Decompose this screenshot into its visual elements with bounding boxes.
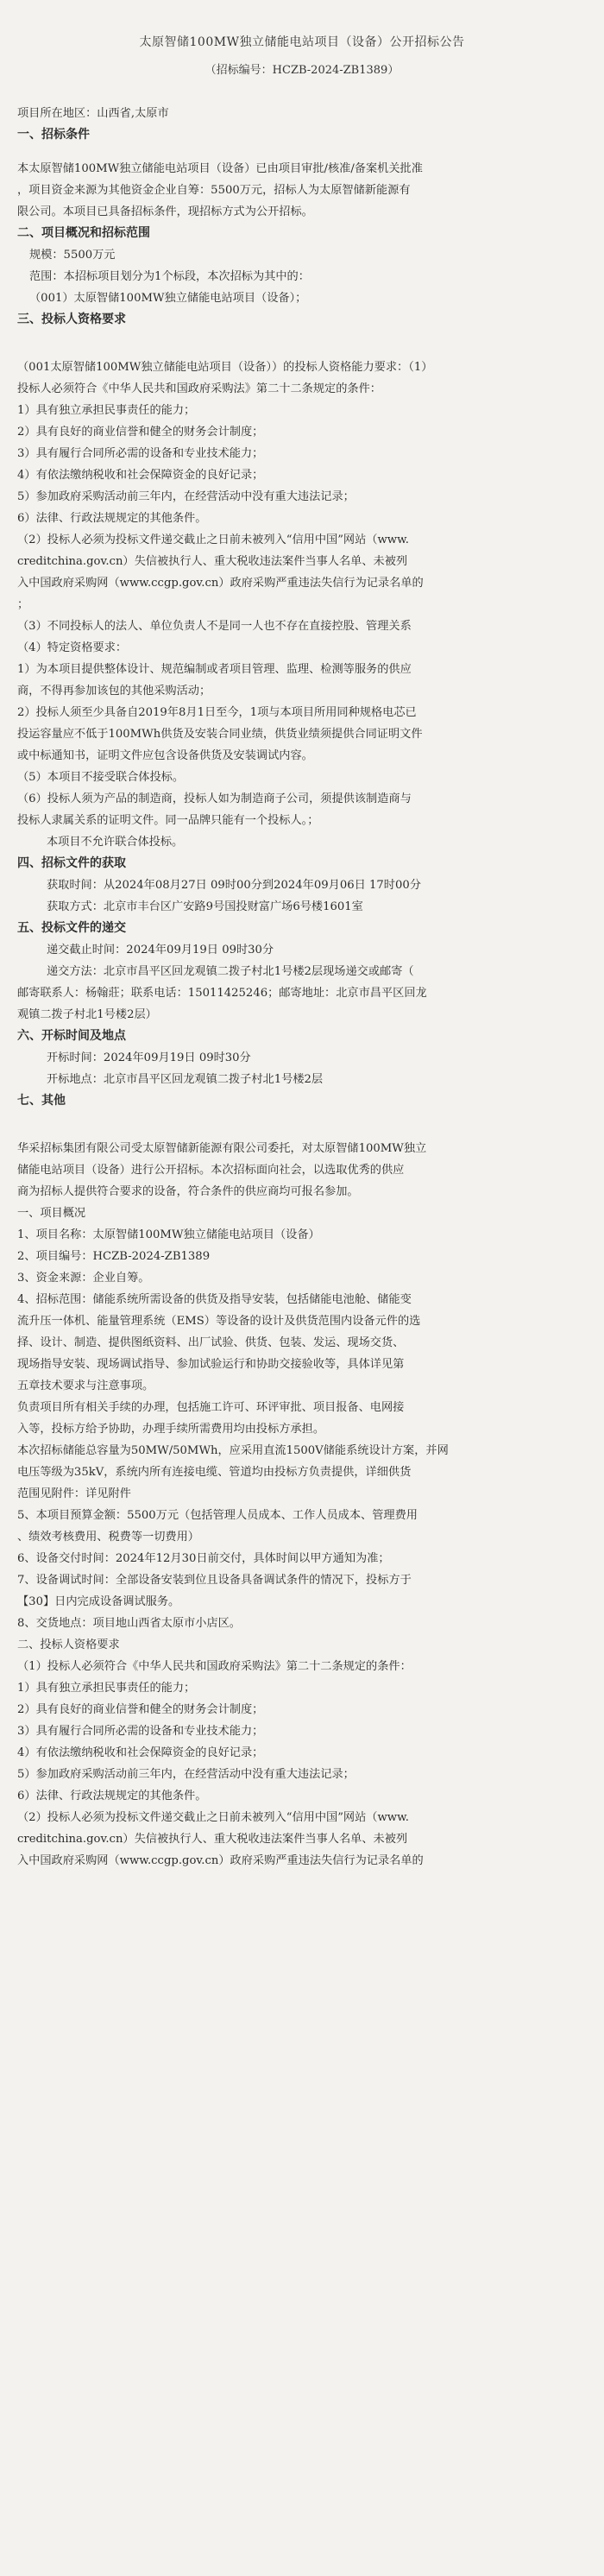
paragraph-line: 本太原智储100MW独立储能电站项目（设备）已由项目审批/核准/备案机关批准 [17,162,423,175]
section-heading: 三、投标人资格要求 [17,313,126,326]
page-title: 太原智储100MW独立储能电站项目（设备）公开招标公告 [139,35,465,49]
sub-heading: 二、投标人资格要求 [17,1638,120,1651]
list-item: 五章技术要求与注意事项。 [17,1380,154,1392]
paragraph-line: 投标人必须符合《中华人民共和国政府采购法》第二十二条规定的条件： [17,382,381,395]
list-item: 5、本项目预算金额：5500万元（包括管理人员成本、工作人员成本、管理费用 [17,1509,418,1522]
section-heading: 二、项目概况和招标范围 [17,226,150,240]
paragraph-line: 5）参加政府采购活动前三年内，在经营活动中没有重大违法记录； [17,1768,355,1781]
section-heading: 七、其他 [17,1094,66,1108]
paragraph-line: （001太原智储100MW独立储能电站项目（设备））的投标人资格能力要求：（1） [17,361,433,374]
paragraph-line: 限公司。本项目已具备招标条件，现招标方式为公开招标。 [17,205,313,218]
paragraph-line: （5）本项目不接受联合体投标。 [17,771,185,784]
paragraph-line: （4）特定资格要求： [17,641,128,654]
paragraph-line: 3）具有履行合同所必需的设备和专业技术能力； [17,447,264,460]
opening-place: 开标地点：北京市昌平区回龙观镇二拨子村北1号楼2层 [47,1073,324,1086]
paragraph-line: 4）有依法缴纳税收和社会保障资金的良好记录； [17,469,264,482]
paragraph-line: 2）具有良好的商业信誉和健全的财务会计制度； [17,1703,264,1716]
paragraph-line: 商，不得再参加该包的其他采购活动； [17,685,211,698]
paragraph-line: 6）法律、行政法规规定的其他条件。 [17,1790,207,1803]
project-location: 项目所在地区：山西省,太原市 [17,107,169,120]
paragraph-line: 商为招标人提供符合要求的设备，符合条件的供应商均可报名参加。 [17,1185,359,1198]
paragraph-line: （1）投标人必须符合《中华人民共和国政府采购法》第二十二条规定的条件： [17,1660,412,1673]
paragraph-line: 1）具有独立承担民事责任的能力； [17,404,196,417]
paragraph-line: 1）具有独立承担民事责任的能力； [17,1682,196,1695]
list-item: 范围见附件：详见附件 [17,1487,131,1500]
paragraph-line: 5）参加政府采购活动前三年内，在经营活动中没有重大违法记录； [17,490,355,503]
list-item: 负责项目所有相关手续的办理，包括施工许可、环评审批、项目报备、电网接 [17,1401,405,1414]
paragraph-line: 华采招标集团有限公司受太原智储新能源有限公司委托，对太原智储100MW独立 [17,1142,427,1155]
paragraph-line: ，项目资金来源为其他资金企业自筹：5500万元，招标人为太原智储新能源有 [17,184,411,197]
paragraph-line: 2）具有良好的商业信誉和健全的财务会计制度； [17,426,264,439]
paragraph-line: 6）法律、行政法规规定的其他条件。 [17,512,207,525]
paragraph-line: 储能电站项目（设备）进行公开招标。本次招标面向社会，以选取优秀的供应 [17,1164,405,1177]
submission-contact: 邮寄联系人：杨翰莊；联系电话：15011425246；邮寄地址：北京市昌平区回龙 [17,987,427,1000]
paragraph-line: （2）投标人必须为投标文件递交截止之日前未被列入“信用中国”网站（www. [17,1811,409,1824]
section-heading: 一、招标条件 [17,128,90,142]
paragraph-line: 入中国政府采购网（www.ccgp.gov.cn）政府采购严重违法失信行为记录名单的 [17,1854,424,1867]
list-item: 入等，投标方给予协助，办理手续所需费用均由投标方承担。 [17,1423,325,1436]
list-item: 流升压一体机、能量管理系统（EMS）等设备的设计及供货范围内设备元件的选 [17,1315,421,1328]
acquire-method: 获取方式：北京市丰台区广安路9号国投财富广场6号楼1601室 [47,900,363,913]
paragraph-line: 4）有依法缴纳税收和社会保障资金的良好记录； [17,1746,264,1759]
paragraph-line: 或中标通知书，证明文件应包含设备供货及安装调试内容。 [17,749,313,762]
acquire-time: 获取时间：从2024年08月27日 09时00分到2024年09月06日 17时00分 [47,879,421,892]
section-heading: 五、投标文件的递交 [17,921,126,935]
submission-method: 递交方法：北京市昌平区回龙观镇二拨子村北1号楼2层现场递交或邮寄（ [47,965,414,978]
list-item: 现场指导安装、现场调试指导、参加试验运行和协助交接验收等，具体详见第 [17,1358,405,1371]
list-item: 电压等级为35kV，系统内所有连接电缆、管道均由投标方负责提供，详细供货 [17,1466,412,1479]
paragraph-line: 投标人隶属关系的证明文件。同一品牌只能有一个投标人。； [17,814,319,827]
paragraph-line: ； [17,598,29,611]
list-item: 、绩效考核费用、税费等一切费用） [17,1531,199,1544]
paragraph-line: 2）投标人须至少具备自2019年8月1日至今，1项与本项目所用同种规格电芯已 [17,706,417,719]
sub-heading: 一、项目概况 [17,1207,86,1220]
list-item: 【30】日内完成设备调试服务。 [17,1595,180,1608]
project-scale: 规模：5500万元 [29,249,116,262]
section-heading: 四、招标文件的获取 [17,856,126,870]
list-item: 2、项目编号：HCZB-2024-ZB1389 [17,1250,211,1263]
lot-name: （001）太原智储100MW独立储能电站项目（设备）； [29,292,307,305]
paragraph-line: creditchina.gov.cn）失信被执行人、重大税收违法案件当事人名单、未被列 [17,1833,408,1846]
list-item: 7、设备调试时间：全部设备安装到位且设备具备调试条件的情况下，投标方于 [17,1574,412,1587]
section-heading: 六、开标时间及地点 [17,1029,126,1043]
paragraph-line: （3）不同投标人的法人、单位负责人不是同一人也不存在直接控股、管理关系 [17,620,412,633]
paragraph-line: 入中国政府采购网（www.ccgp.gov.cn）政府采购严重违法失信行为记录名单的 [17,577,424,590]
list-item: 3、资金来源：企业自筹。 [17,1272,150,1285]
list-item: 4、招标范围：储能系统所需设备的供货及指导安装，包括储能电池舱、储能变 [17,1293,412,1306]
list-item: 6、设备交付时间：2024年12月30日前交付，具体时间以甲方通知为准； [17,1552,390,1565]
paragraph-line: （6）投标人须为产品的制造商，投标人如为制造商子公司，须提供该制造商与 [17,792,412,805]
list-item: 8、交货地点：项目地山西省太原市小店区。 [17,1617,241,1630]
paragraph-line: 1）为本项目提供整体设计、规范编制或者项目管理、监理、检测等服务的供应 [17,663,412,676]
tender-number: （招标编号：HCZB-2024-ZB1389） [204,64,400,77]
paragraph-line: 3）具有履行合同所必需的设备和专业技术能力； [17,1725,264,1738]
list-item: 本次招标储能总容量为50MW/50MWh，应采用直流1500V储能系统设计方案，并网 [17,1444,449,1457]
announcement-body [0,77,604,1872]
list-item: 1、项目名称：太原智储100MW独立储能电站项目（设备） [17,1228,320,1241]
submission-deadline: 递交截止时间：2024年09月19日 09时30分 [47,944,274,957]
paragraph-line: 投运容量应不低于100MWh供货及安装合同业绩，供货业绩须提供合同证明文件 [17,728,423,741]
paragraph-line: 本项目不允许联合体投标。 [47,836,184,849]
paragraph-line: （2）投标人必须为投标文件递交截止之日前未被列入“信用中国”网站（www. [17,534,409,546]
submission-address: 观镇二拨子村北1号楼2层） [17,1008,157,1021]
project-scope: 范围：本招标项目划分为1个标段，本次招标为其中的： [29,270,310,283]
list-item: 择、设计、制造、提供图纸资料、出厂试验、供货、包装、发运、现场交货、 [17,1336,405,1349]
opening-time: 开标时间：2024年09月19日 09时30分 [47,1051,251,1064]
paragraph-line: creditchina.gov.cn）失信被执行人、重大税收违法案件当事人名单、未被列 [17,555,408,568]
